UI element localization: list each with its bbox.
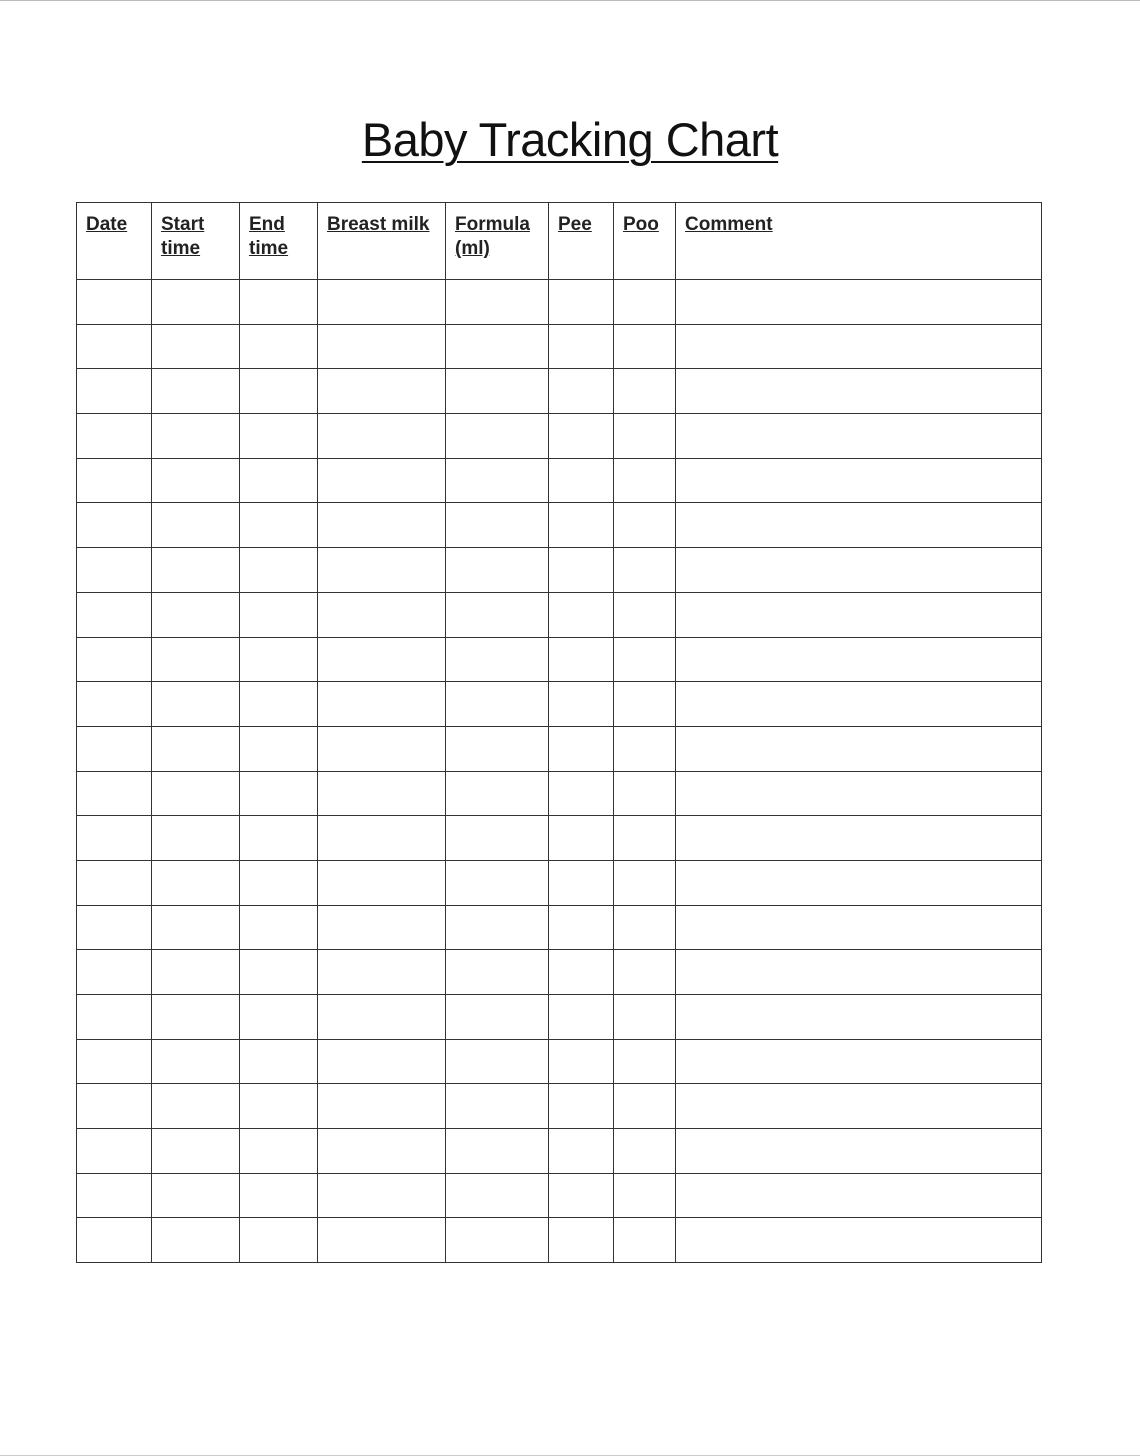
- table-cell: [240, 1173, 318, 1218]
- table-cell: [240, 414, 318, 459]
- table-cell: [152, 816, 240, 861]
- table-cell: [549, 369, 614, 414]
- table-cell: [77, 1084, 152, 1129]
- table-cell: [152, 1218, 240, 1263]
- table-cell: [318, 682, 446, 727]
- table-cell: [446, 324, 549, 369]
- table-cell: [318, 816, 446, 861]
- table-cell: [240, 950, 318, 995]
- column-header-formula: Formula (ml): [446, 203, 549, 280]
- table-cell: [614, 414, 676, 459]
- table-cell: [549, 637, 614, 682]
- table-cell: [318, 280, 446, 325]
- table-cell: [240, 905, 318, 950]
- table-cell: [676, 1173, 1042, 1218]
- table-cell: [676, 1039, 1042, 1084]
- table-cell: [77, 637, 152, 682]
- table-cell: [549, 816, 614, 861]
- page-top-edge: [0, 0, 1140, 1]
- table-cell: [152, 950, 240, 995]
- table-cell: [614, 637, 676, 682]
- table-cell: [614, 548, 676, 593]
- table-cell: [152, 860, 240, 905]
- table-cell: [240, 1039, 318, 1084]
- table-row: [77, 816, 1042, 861]
- table-cell: [77, 816, 152, 861]
- table-cell: [77, 1039, 152, 1084]
- table-cell: [614, 1039, 676, 1084]
- table-cell: [318, 637, 446, 682]
- table-cell: [676, 905, 1042, 950]
- table-cell: [549, 682, 614, 727]
- table-cell: [240, 682, 318, 727]
- table-cell: [446, 548, 549, 593]
- table-cell: [676, 592, 1042, 637]
- table-cell: [614, 950, 676, 995]
- table-cell: [549, 414, 614, 459]
- table-cell: [240, 1129, 318, 1174]
- table-cell: [318, 1039, 446, 1084]
- table-cell: [77, 503, 152, 548]
- table-cell: [318, 1084, 446, 1129]
- table-cell: [318, 905, 446, 950]
- table-cell: [549, 280, 614, 325]
- table-cell: [549, 548, 614, 593]
- table-cell: [77, 950, 152, 995]
- table-cell: [614, 1218, 676, 1263]
- table-cell: [614, 280, 676, 325]
- table-cell: [318, 860, 446, 905]
- table-cell: [676, 458, 1042, 503]
- table-cell: [446, 414, 549, 459]
- table-row: [77, 905, 1042, 950]
- table-cell: [318, 369, 446, 414]
- table-cell: [446, 1039, 549, 1084]
- table-cell: [614, 726, 676, 771]
- table-cell: [152, 592, 240, 637]
- table-cell: [446, 503, 549, 548]
- table-cell: [318, 995, 446, 1040]
- table-cell: [676, 771, 1042, 816]
- column-header-end-time: End time: [240, 203, 318, 280]
- table-cell: [240, 548, 318, 593]
- table-cell: [318, 950, 446, 995]
- table-body: [77, 280, 1042, 1263]
- table-cell: [614, 458, 676, 503]
- table-cell: [318, 503, 446, 548]
- table-cell: [240, 637, 318, 682]
- table-cell: [240, 995, 318, 1040]
- table-cell: [676, 1129, 1042, 1174]
- table-cell: [240, 503, 318, 548]
- table-row: [77, 771, 1042, 816]
- table-row: [77, 369, 1042, 414]
- table-cell: [240, 1084, 318, 1129]
- table-cell: [676, 369, 1042, 414]
- table-row: [77, 637, 1042, 682]
- table-cell: [152, 503, 240, 548]
- table-row: [77, 726, 1042, 771]
- table-cell: [318, 1129, 446, 1174]
- table-row: [77, 682, 1042, 727]
- table-cell: [77, 280, 152, 325]
- table-row: [77, 950, 1042, 995]
- table-cell: [446, 1218, 549, 1263]
- table-cell: [446, 682, 549, 727]
- table-cell: [549, 860, 614, 905]
- table-cell: [152, 458, 240, 503]
- table-cell: [77, 1129, 152, 1174]
- table-cell: [77, 414, 152, 459]
- table-cell: [446, 860, 549, 905]
- table-row: [77, 1084, 1042, 1129]
- table-cell: [152, 1129, 240, 1174]
- table-cell: [446, 1084, 549, 1129]
- table-cell: [446, 995, 549, 1040]
- table-cell: [549, 995, 614, 1040]
- header-row: [77, 203, 1042, 280]
- table-cell: [614, 905, 676, 950]
- table-cell: [614, 860, 676, 905]
- table-cell: [318, 1218, 446, 1263]
- table-cell: [614, 503, 676, 548]
- table-cell: [676, 637, 1042, 682]
- table-cell: [152, 771, 240, 816]
- table-cell: [318, 414, 446, 459]
- table-cell: [446, 816, 549, 861]
- table-row: [77, 592, 1042, 637]
- table-cell: [549, 1173, 614, 1218]
- table-cell: [318, 771, 446, 816]
- table-cell: [446, 771, 549, 816]
- table-cell: [549, 726, 614, 771]
- table-cell: [676, 503, 1042, 548]
- table-cell: [676, 414, 1042, 459]
- table-cell: [614, 771, 676, 816]
- table-cell: [318, 548, 446, 593]
- table-cell: [446, 280, 549, 325]
- table-cell: [77, 995, 152, 1040]
- table-cell: [446, 637, 549, 682]
- table-cell: [240, 324, 318, 369]
- table-cell: [549, 1218, 614, 1263]
- table-cell: [240, 771, 318, 816]
- table-cell: [152, 726, 240, 771]
- table-cell: [318, 726, 446, 771]
- table-cell: [676, 280, 1042, 325]
- column-header-breast-milk: Breast milk: [318, 203, 446, 280]
- table-cell: [318, 324, 446, 369]
- table-cell: [240, 592, 318, 637]
- table-cell: [446, 950, 549, 995]
- table-cell: [77, 369, 152, 414]
- table-cell: [152, 548, 240, 593]
- table-cell: [318, 1173, 446, 1218]
- table-cell: [676, 950, 1042, 995]
- table-cell: [446, 726, 549, 771]
- table-cell: [676, 860, 1042, 905]
- table-cell: [676, 726, 1042, 771]
- table-row: [77, 458, 1042, 503]
- column-header-date: Date: [77, 203, 152, 280]
- table-cell: [676, 324, 1042, 369]
- column-header-comment: Comment: [676, 203, 1042, 280]
- table-cell: [240, 280, 318, 325]
- table-cell: [549, 592, 614, 637]
- table-cell: [152, 682, 240, 727]
- table-cell: [152, 369, 240, 414]
- table-cell: [240, 816, 318, 861]
- table-cell: [549, 771, 614, 816]
- table-cell: [676, 1218, 1042, 1263]
- table-row: [77, 324, 1042, 369]
- table-cell: [614, 995, 676, 1040]
- table-cell: [77, 458, 152, 503]
- table-cell: [318, 592, 446, 637]
- table-row: [77, 860, 1042, 905]
- table-cell: [614, 682, 676, 727]
- table-cell: [77, 324, 152, 369]
- table-cell: [77, 726, 152, 771]
- table-row: [77, 1039, 1042, 1084]
- table-cell: [614, 1084, 676, 1129]
- table-cell: [240, 369, 318, 414]
- table-cell: [446, 1173, 549, 1218]
- table-cell: [152, 1173, 240, 1218]
- table-cell: [614, 816, 676, 861]
- table-cell: [240, 458, 318, 503]
- table-cell: [152, 995, 240, 1040]
- table-cell: [77, 682, 152, 727]
- table-cell: [614, 324, 676, 369]
- table-cell: [240, 1218, 318, 1263]
- table-cell: [152, 280, 240, 325]
- table-cell: [676, 995, 1042, 1040]
- tracking-table: [76, 202, 1042, 1263]
- table-cell: [614, 369, 676, 414]
- table-row: [77, 995, 1042, 1040]
- table-cell: [77, 548, 152, 593]
- table-cell: [549, 905, 614, 950]
- table-cell: [77, 1218, 152, 1263]
- table-cell: [614, 1129, 676, 1174]
- table-cell: [152, 414, 240, 459]
- table-cell: [549, 324, 614, 369]
- table-cell: [446, 1129, 549, 1174]
- table-cell: [549, 1039, 614, 1084]
- table-row: [77, 280, 1042, 325]
- table-cell: [676, 548, 1042, 593]
- table-cell: [549, 1084, 614, 1129]
- table-cell: [446, 458, 549, 503]
- table-cell: [549, 1129, 614, 1174]
- column-header-poo: Poo: [614, 203, 676, 280]
- table-cell: [676, 1084, 1042, 1129]
- table-cell: [614, 592, 676, 637]
- table-cell: [77, 771, 152, 816]
- table-cell: [240, 860, 318, 905]
- table-row: [77, 1173, 1042, 1218]
- table-row: [77, 503, 1042, 548]
- table-cell: [152, 1084, 240, 1129]
- table-cell: [549, 458, 614, 503]
- table-cell: [549, 950, 614, 995]
- table-cell: [152, 1039, 240, 1084]
- table-cell: [152, 324, 240, 369]
- column-header-start-time: Start time: [152, 203, 240, 280]
- table-cell: [549, 503, 614, 548]
- table-cell: [318, 458, 446, 503]
- table-row: [77, 1129, 1042, 1174]
- table-cell: [77, 592, 152, 637]
- table-cell: [152, 905, 240, 950]
- table-row: [77, 414, 1042, 459]
- table-cell: [446, 369, 549, 414]
- table-cell: [446, 905, 549, 950]
- table-cell: [240, 726, 318, 771]
- table-cell: [77, 905, 152, 950]
- table-row: [77, 1218, 1042, 1263]
- page-title: Baby Tracking Chart: [361, 113, 779, 166]
- table-cell: [77, 1173, 152, 1218]
- column-header-pee: Pee: [549, 203, 614, 280]
- table-cell: [446, 592, 549, 637]
- table-row: [77, 548, 1042, 593]
- table-cell: [152, 637, 240, 682]
- table-cell: [614, 1173, 676, 1218]
- table-cell: [676, 682, 1042, 727]
- table-cell: [77, 860, 152, 905]
- table-cell: [676, 816, 1042, 861]
